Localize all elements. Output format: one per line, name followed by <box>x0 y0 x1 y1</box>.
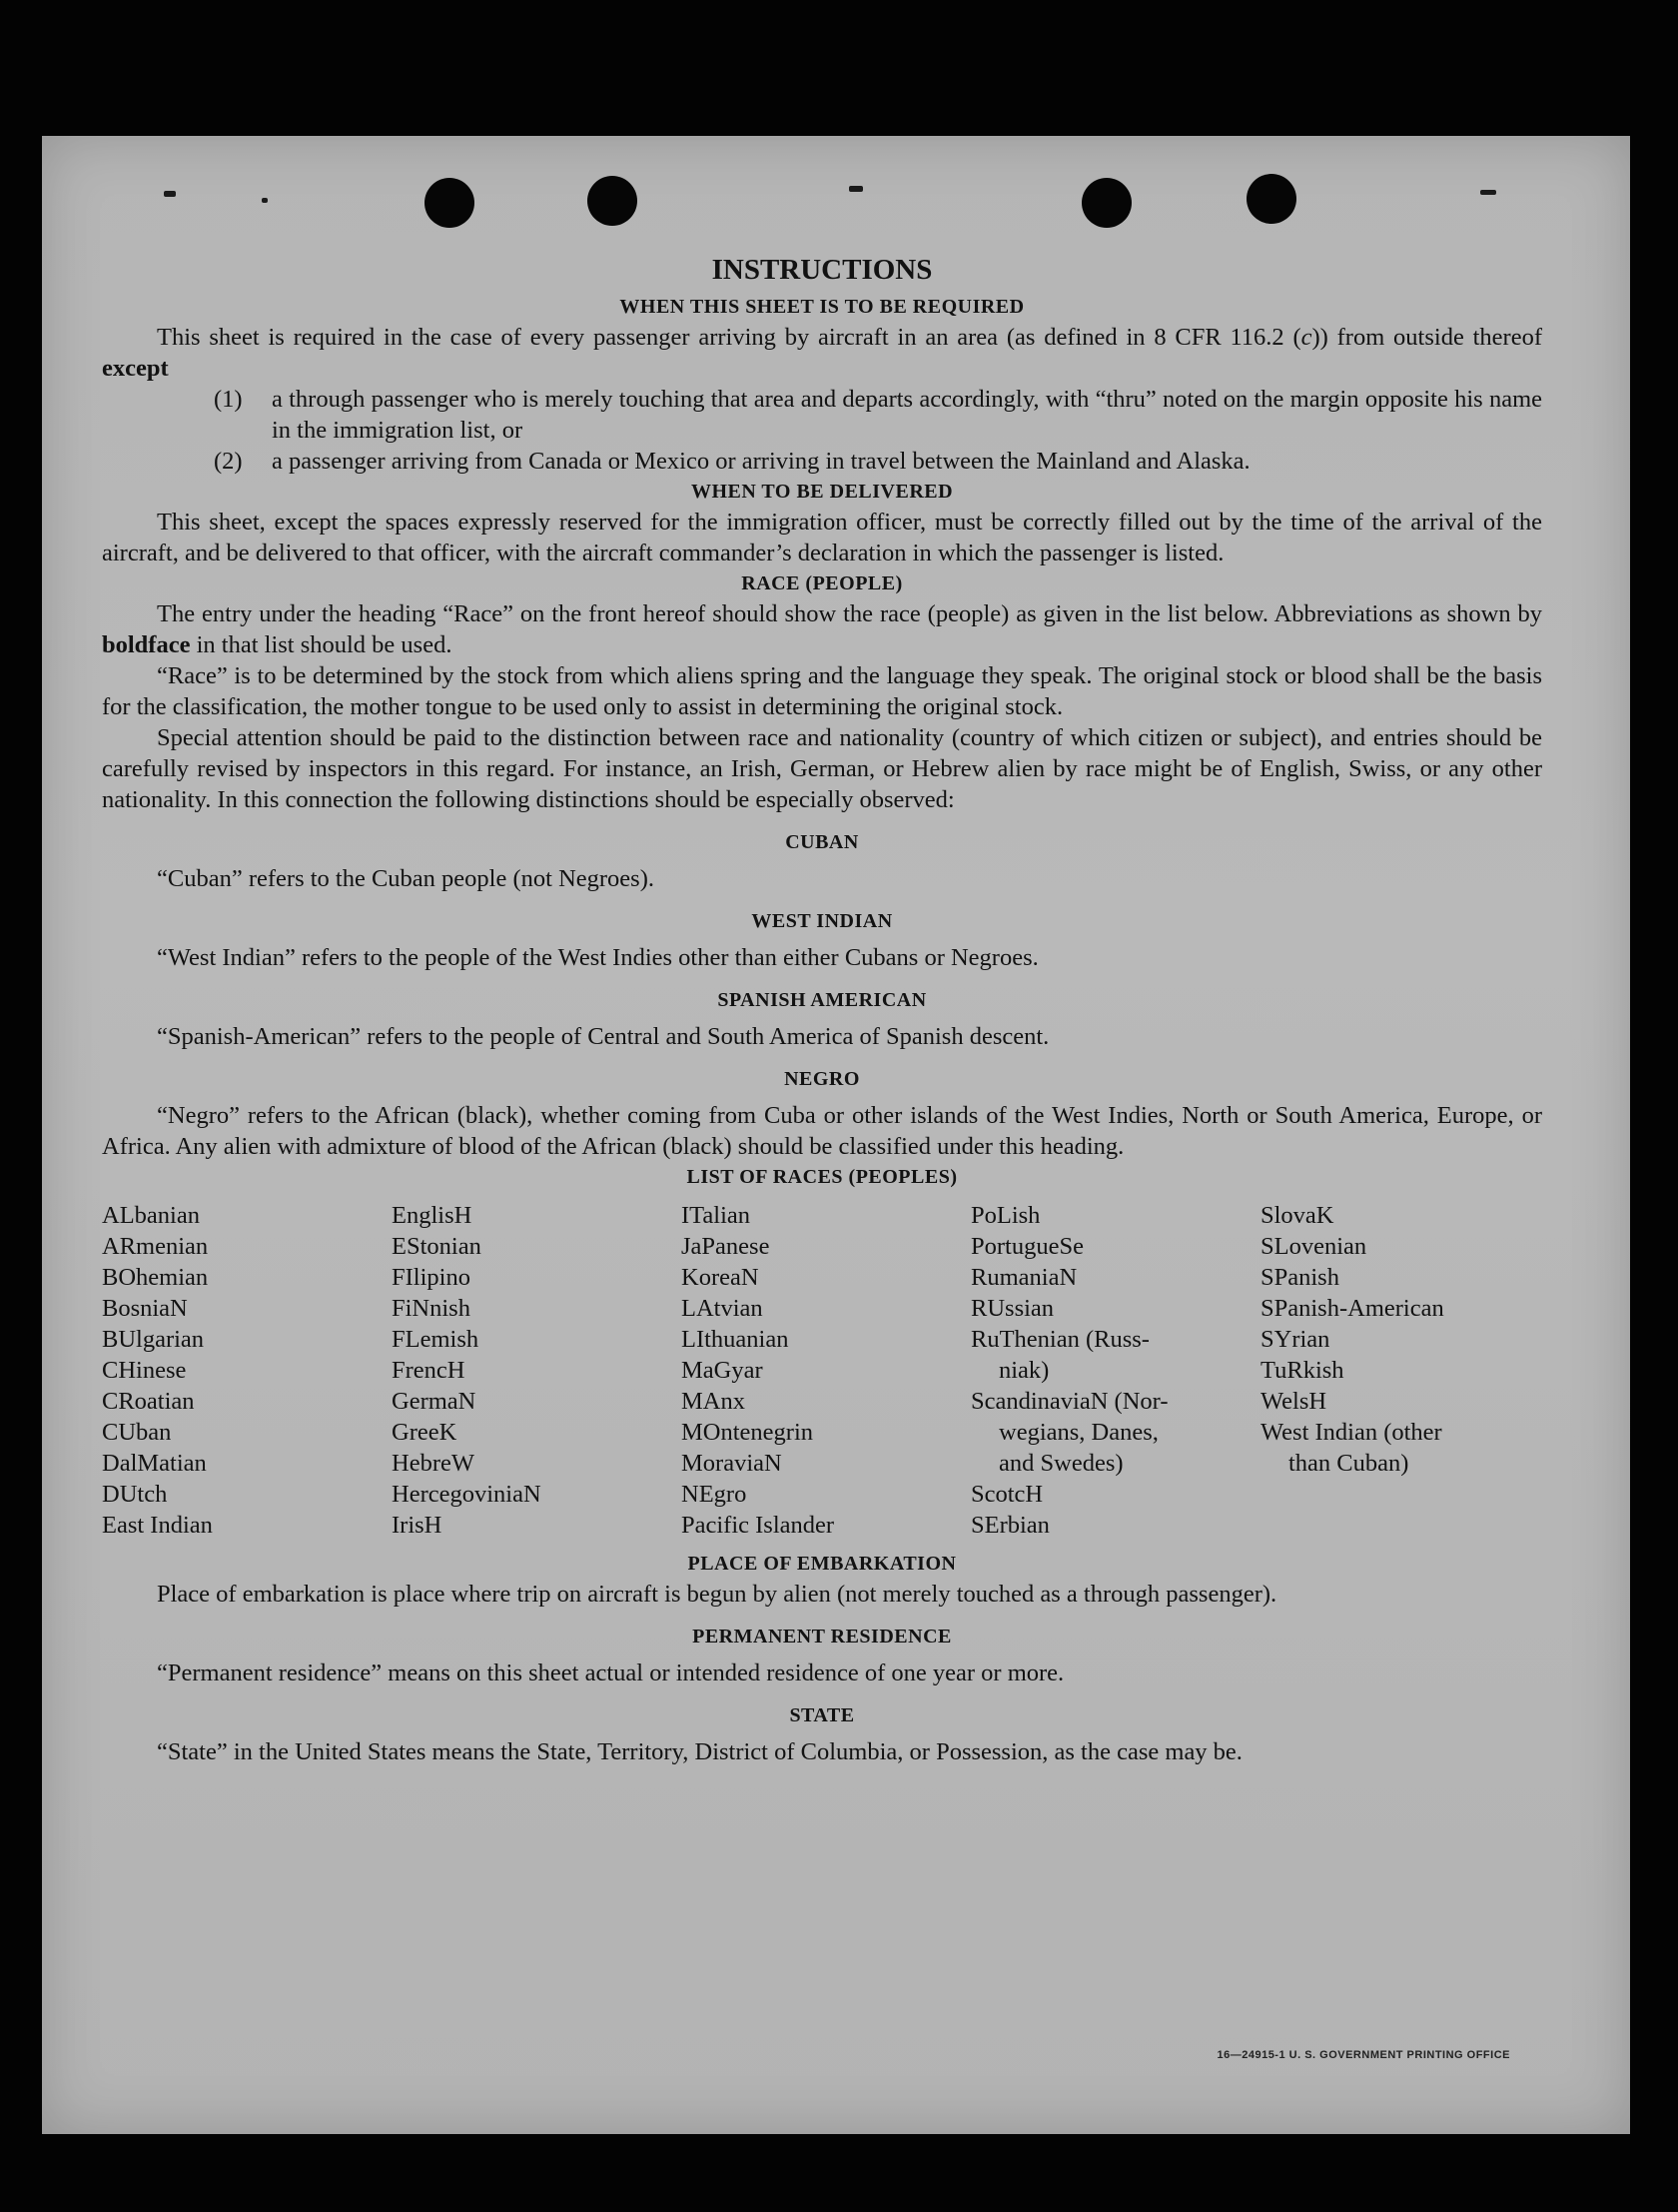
ink-speck <box>849 186 863 192</box>
race-item: SlovaK <box>1260 1202 1334 1229</box>
section-heading-when-required: WHEN THIS SHEET IS TO BE REQUIRED <box>619 296 1025 318</box>
race-item: GreeK <box>392 1419 457 1446</box>
spanish-american-text: “Spanish-American” refers to the people of Central and South America of Spanish descent. <box>157 1023 1050 1050</box>
race-item: WelsH <box>1260 1388 1327 1415</box>
section-heading-residence: PERMANENT RESIDENCE <box>692 1626 952 1648</box>
race-item: HercegoviniaN <box>392 1481 541 1508</box>
race-item: MaGyar <box>681 1357 763 1384</box>
race-item: RuThenian (Russ- <box>971 1326 1150 1353</box>
race-item: ALbanian <box>102 1202 200 1229</box>
race-item: SYrian <box>1260 1326 1330 1353</box>
residence-text: “Permanent residence” means on this sheet actual or intended residence of one year or more. <box>157 1659 1065 1686</box>
section-heading-embarkation: PLACE OF EMBARKATION <box>687 1553 957 1575</box>
when-delivered-text: This sheet, except the spaces expressly reserved for the immigration officer, must be correctly filled out by the time of the arrival of the aircraft, and be delivered to that officer, with the aircraft commander’s declaration in which the passenger is listed. <box>102 509 1542 566</box>
race-item: than Cuban) <box>1288 1450 1409 1477</box>
race-item: HebreW <box>392 1450 474 1477</box>
punch-hole <box>1082 178 1132 228</box>
race-item: GermaN <box>392 1388 476 1415</box>
race-item: DalMatian <box>102 1450 207 1477</box>
race-item: SPanish-American <box>1260 1295 1444 1322</box>
race-item: niak) <box>999 1357 1050 1384</box>
race-column <box>1260 1200 1550 1541</box>
race-item: IrisH <box>392 1512 442 1539</box>
race-column <box>971 1200 1260 1541</box>
race-item: LIthuanian <box>681 1326 789 1353</box>
punch-hole <box>424 178 474 228</box>
race-item: EnglisH <box>392 1202 472 1229</box>
instructions-body <box>102 252 1542 1767</box>
section-heading-spanish-american: SPANISH AMERICAN <box>717 989 927 1011</box>
ink-speck <box>1480 190 1496 195</box>
race-item: FIlipino <box>392 1264 470 1291</box>
list-item: (1) a through passenger who is merely touching that area and departs accordingly, with “thru” noted on the margin opposite his name in the immigration list, or <box>214 386 1542 444</box>
race-item: CHinese <box>102 1357 187 1384</box>
race-list <box>102 1200 1542 1541</box>
race-item: BUlgarian <box>102 1326 205 1353</box>
section-heading-when-delivered: WHEN TO BE DELIVERED <box>690 481 954 503</box>
race-paragraph: Special attention should be paid to the distinction between race and nationality (country of which citizen or subject), and entries should be carefully revised by inspectors in this regard. For instance, an Irish, German, or Hebrew alien by race might be of English, Swiss, or any other nationality. In this connection the following distinctions should be especially observed: <box>102 724 1542 813</box>
race-paragraph: The entry under the heading “Race” on the front hereof should show the race (people) as given in the list below. Abbreviations as shown by boldface in that list should be used. <box>102 600 1542 658</box>
race-item: CRoatian <box>102 1388 195 1415</box>
race-paragraph: “Race” is to be determined by the stock from which aliens spring and the language they speak. The original stock or blood shall be the basis for the classification, the mother tongue to be used only to assist in determining the original stock. <box>102 662 1542 720</box>
race-item: ScotcH <box>971 1481 1044 1508</box>
page-title: INSTRUCTIONS <box>711 254 933 286</box>
embarkation-text: Place of embarkation is place where trip on aircraft is begun by alien (not merely touched as a through passenger). <box>157 1581 1277 1608</box>
race-item: FrencH <box>392 1357 465 1384</box>
race-item: PoLish <box>971 1202 1041 1229</box>
race-item: SPanish <box>1260 1264 1339 1291</box>
race-item: RUssian <box>971 1295 1055 1322</box>
state-text: “State” in the United States means the State, Territory, District of Columbia, or Possession, as the case may be. <box>157 1738 1243 1765</box>
section-heading-list-of-races: LIST OF RACES (PEOPLES) <box>686 1166 958 1188</box>
section-heading-west-indian: WEST INDIAN <box>751 910 893 932</box>
printer-imprint: 16—24915-1 U. S. GOVERNMENT PRINTING OFFICE <box>1217 2049 1510 2061</box>
race-item: East Indian <box>102 1512 213 1539</box>
race-item: PortugueSe <box>971 1233 1084 1260</box>
cuban-text: “Cuban” refers to the Cuban people (not Negroes). <box>157 865 654 892</box>
race-item: NEgro <box>681 1481 747 1508</box>
negro-text: “Negro” refers to the African (black), whether coming from Cuba or other islands of the West Indies, North or South America, Europe, or Africa. Any alien with admixture of blood of the African (black) should be classified under this heading. <box>102 1102 1542 1160</box>
section-heading-race: RACE (PEOPLE) <box>741 572 903 594</box>
race-item: DUtch <box>102 1481 168 1508</box>
race-item: KoreaN <box>681 1264 759 1291</box>
race-column <box>681 1200 971 1541</box>
section-heading-cuban: CUBAN <box>785 831 859 853</box>
race-item: ScandinaviaN (Nor- <box>971 1388 1169 1415</box>
section-heading-state: STATE <box>789 1704 855 1726</box>
race-item: MOntenegrin <box>681 1419 813 1446</box>
ink-speck <box>164 191 176 197</box>
race-item: FLemish <box>392 1326 479 1353</box>
race-item: ARmenian <box>102 1233 209 1260</box>
race-item: MAnx <box>681 1388 745 1415</box>
race-item: MoraviaN <box>681 1450 782 1477</box>
race-item: LAtvian <box>681 1295 763 1322</box>
list-item: (2) a passenger arriving from Canada or Mexico or arriving in travel between the Mainland and Alaska. <box>214 448 1251 475</box>
west-indian-text: “West Indian” refers to the people of the West Indies other than either Cubans or Negroes. <box>157 944 1039 971</box>
race-item: JaPanese <box>681 1233 770 1260</box>
race-item: BOhemian <box>102 1264 209 1291</box>
race-item: West Indian (other <box>1260 1419 1442 1446</box>
race-item: FiNnish <box>392 1295 470 1322</box>
race-item: and Swedes) <box>999 1450 1124 1477</box>
race-item: EStonian <box>392 1233 481 1260</box>
section-heading-negro: NEGRO <box>784 1068 860 1090</box>
punch-hole <box>587 176 637 226</box>
race-item: TuRkish <box>1260 1357 1344 1384</box>
race-column <box>392 1200 681 1541</box>
race-item: ITalian <box>681 1202 751 1229</box>
ink-speck <box>262 198 268 203</box>
race-item: BosniaN <box>102 1295 188 1322</box>
race-column <box>102 1200 392 1541</box>
race-item: RumaniaN <box>971 1264 1078 1291</box>
race-item: Pacific Islander <box>681 1512 835 1539</box>
race-item: wegians, Danes, <box>999 1419 1159 1446</box>
race-item: SLovenian <box>1260 1233 1367 1260</box>
punch-hole <box>1247 174 1296 224</box>
document-sheet <box>42 136 1630 2134</box>
when-required-intro: This sheet is required in the case of every passenger arriving by aircraft in an area (as defined in 8 CFR 116.2 (c)) from outside thereof except <box>102 324 1542 382</box>
race-item: CUban <box>102 1419 172 1446</box>
race-item: SErbian <box>971 1512 1050 1539</box>
